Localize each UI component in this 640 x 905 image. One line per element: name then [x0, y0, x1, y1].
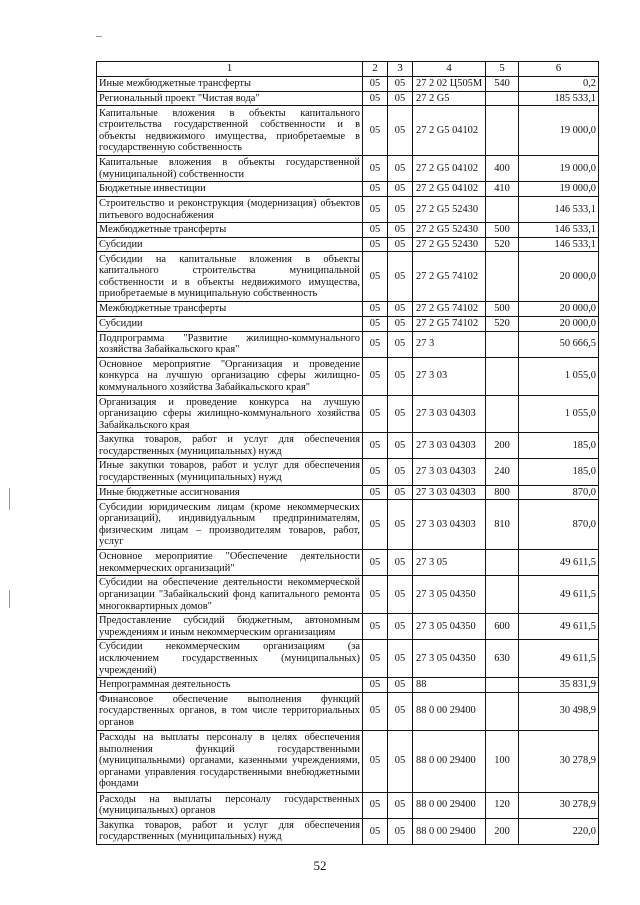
row-name: Закупка товаров, работ и услуг для обеспечения государственных (муниципальных) нужд	[97, 433, 363, 459]
row-subsection: 05	[388, 576, 413, 614]
row-target-item: 27 2 02 Ц505М	[413, 77, 486, 92]
row-name: Подпрограмма "Развитие жилищно-коммунального хозяйства Забайкальского края"	[97, 331, 363, 357]
row-name: Субсидии на обеспечение деятельности некоммерческой организации "Забайкальский фонд капитального ремонта многоквартирных домов"	[97, 576, 363, 614]
row-section: 05	[363, 156, 388, 182]
row-section: 05	[363, 223, 388, 238]
row-subsection: 05	[388, 395, 413, 433]
table-row	[97, 485, 599, 500]
row-section: 05	[363, 91, 388, 106]
row-subsection: 05	[388, 302, 413, 317]
row-amount: 35 831,9	[519, 678, 599, 693]
row-amount: 870,0	[519, 485, 599, 500]
row-target-item: 27 2 G5 04102	[413, 106, 486, 156]
table-row	[97, 730, 599, 792]
row-subsection: 05	[388, 818, 413, 844]
table-row	[97, 678, 599, 693]
row-amount: 19 000,0	[519, 106, 599, 156]
table-row	[97, 395, 599, 433]
table-row	[97, 156, 599, 182]
scan-edge-mark	[9, 488, 10, 510]
row-subsection: 05	[388, 316, 413, 331]
row-expense-type	[486, 678, 519, 693]
row-section: 05	[363, 818, 388, 844]
row-section: 05	[363, 614, 388, 640]
row-subsection: 05	[388, 252, 413, 302]
row-amount: 220,0	[519, 818, 599, 844]
row-target-item: 27 3 03 04303	[413, 485, 486, 500]
header-cell-expense-type: 5	[486, 62, 519, 77]
row-expense-type	[486, 196, 519, 222]
row-subsection: 05	[388, 223, 413, 238]
row-amount: 185,0	[519, 433, 599, 459]
table-row	[97, 223, 599, 238]
row-target-item: 27 2 G5 52430	[413, 237, 486, 252]
row-amount: 19 000,0	[519, 182, 599, 197]
row-name: Иные межбюджетные трансферты	[97, 77, 363, 92]
row-expense-type: 500	[486, 223, 519, 238]
row-name: Иные закупки товаров, работ и услуг для обеспечения государственных (муниципальных) нужд	[97, 459, 363, 485]
row-subsection: 05	[388, 156, 413, 182]
row-subsection: 05	[388, 730, 413, 792]
header-cell-section: 2	[363, 62, 388, 77]
row-subsection: 05	[388, 459, 413, 485]
row-expense-type: 540	[486, 77, 519, 92]
table-row	[97, 316, 599, 331]
row-name: Капитальные вложения в объекты государственной (муниципальной) собственности	[97, 156, 363, 182]
row-subsection: 05	[388, 485, 413, 500]
row-target-item: 27 2 G5 52430	[413, 223, 486, 238]
row-subsection: 05	[388, 91, 413, 106]
row-expense-type: 500	[486, 302, 519, 317]
row-subsection: 05	[388, 550, 413, 576]
row-name: Региональный проект "Чистая вода"	[97, 91, 363, 106]
row-target-item: 27 2 G5 74102	[413, 316, 486, 331]
row-expense-type	[486, 106, 519, 156]
scan-speck	[96, 36, 102, 37]
row-section: 05	[363, 196, 388, 222]
row-name: Субсидии на капитальные вложения в объекты капитального строительства муниципальной собственности и в объекты недвижимого имущества, приобретаемые в муниципальную собственность	[97, 252, 363, 302]
table-row	[97, 77, 599, 92]
row-expense-type	[486, 550, 519, 576]
row-expense-type: 800	[486, 485, 519, 500]
row-name: Иные бюджетные ассигнования	[97, 485, 363, 500]
table-row	[97, 792, 599, 818]
budget-table	[96, 61, 599, 845]
row-name: Бюджетные инвестиции	[97, 182, 363, 197]
row-name: Основное мероприятие "Обеспечение деятельности некоммерческих организаций"	[97, 550, 363, 576]
row-section: 05	[363, 77, 388, 92]
row-amount: 50 666,5	[519, 331, 599, 357]
row-subsection: 05	[388, 77, 413, 92]
header-cell-subsection: 3	[388, 62, 413, 77]
row-subsection: 05	[388, 357, 413, 395]
table-row	[97, 252, 599, 302]
row-section: 05	[363, 640, 388, 678]
row-target-item: 27 3 05	[413, 550, 486, 576]
row-target-item: 27 3 03	[413, 357, 486, 395]
row-name: Субсидии	[97, 237, 363, 252]
row-section: 05	[363, 692, 388, 730]
row-amount: 19 000,0	[519, 156, 599, 182]
table-row	[97, 818, 599, 844]
row-amount: 1 055,0	[519, 357, 599, 395]
row-subsection: 05	[388, 433, 413, 459]
row-section: 05	[363, 357, 388, 395]
row-expense-type: 200	[486, 818, 519, 844]
row-expense-type: 600	[486, 614, 519, 640]
row-name: Субсидии некоммерческим организациям (за исключением государственных (муниципальных) учреждений)	[97, 640, 363, 678]
row-target-item: 27 3 03 04303	[413, 459, 486, 485]
row-target-item: 27 3	[413, 331, 486, 357]
row-expense-type	[486, 91, 519, 106]
row-amount: 30 278,9	[519, 792, 599, 818]
row-section: 05	[363, 550, 388, 576]
table-row	[97, 302, 599, 317]
row-name: Межбюджетные трансферты	[97, 302, 363, 317]
table-row	[97, 196, 599, 222]
table-row	[97, 550, 599, 576]
row-expense-type	[486, 252, 519, 302]
row-amount: 1 055,0	[519, 395, 599, 433]
row-name: Организация и проведение конкурса на лучшую организацию сферы жилищно-коммунального хозяйства Забайкальского края	[97, 395, 363, 433]
row-name: Субсидии юридическим лицам (кроме некоммерческих организаций), индивидуальным предпринимателям, физическим лицам – производителям товаров, работ, услуг	[97, 500, 363, 550]
row-amount: 49 611,5	[519, 640, 599, 678]
row-amount: 146 533,1	[519, 196, 599, 222]
row-expense-type	[486, 395, 519, 433]
row-section: 05	[363, 678, 388, 693]
row-amount: 185 533,1	[519, 91, 599, 106]
row-section: 05	[363, 237, 388, 252]
header-cell-target-item: 4	[413, 62, 486, 77]
row-amount: 49 611,5	[519, 614, 599, 640]
row-amount: 49 611,5	[519, 550, 599, 576]
row-target-item: 27 2 G5 52430	[413, 196, 486, 222]
row-section: 05	[363, 730, 388, 792]
row-target-item: 27 3 05 04350	[413, 614, 486, 640]
row-section: 05	[363, 500, 388, 550]
row-subsection: 05	[388, 237, 413, 252]
row-name: Капитальные вложения в объекты капитального строительства государственной собственности и в объекты недвижимого имущества, приобретаемые в государственную собственность	[97, 106, 363, 156]
row-expense-type: 100	[486, 730, 519, 792]
row-section: 05	[363, 331, 388, 357]
row-expense-type	[486, 692, 519, 730]
row-expense-type: 630	[486, 640, 519, 678]
table-row	[97, 433, 599, 459]
row-name: Расходы на выплаты персоналу в целях обеспечения выполнения функций государственными (муниципальными) органами, казенными учреждениями, органами управления государственными внебюджетными фондами	[97, 730, 363, 792]
row-target-item: 27 3 03 04303	[413, 433, 486, 459]
row-target-item: 27 3 03 04303	[413, 500, 486, 550]
row-subsection: 05	[388, 106, 413, 156]
row-target-item: 27 2 G5 04102	[413, 182, 486, 197]
row-subsection: 05	[388, 196, 413, 222]
row-section: 05	[363, 395, 388, 433]
table-row	[97, 91, 599, 106]
row-name: Межбюджетные трансферты	[97, 223, 363, 238]
row-section: 05	[363, 792, 388, 818]
row-expense-type	[486, 331, 519, 357]
row-amount: 20 000,0	[519, 252, 599, 302]
row-section: 05	[363, 182, 388, 197]
row-target-item: 88 0 00 29400	[413, 818, 486, 844]
row-name: Финансовое обеспечение выполнения функций государственных органов, в том числе территориальных органов	[97, 692, 363, 730]
row-name: Субсидии	[97, 316, 363, 331]
row-amount: 30 278,9	[519, 730, 599, 792]
row-name: Непрограммная деятельность	[97, 678, 363, 693]
row-amount: 146 533,1	[519, 223, 599, 238]
table-row	[97, 331, 599, 357]
row-amount: 146 533,1	[519, 237, 599, 252]
row-expense-type	[486, 576, 519, 614]
row-target-item: 27 2 G5 74102	[413, 302, 486, 317]
row-target-item: 88 0 00 29400	[413, 692, 486, 730]
page-number: 52	[313, 858, 327, 873]
row-target-item: 27 2 G5	[413, 91, 486, 106]
row-section: 05	[363, 459, 388, 485]
row-subsection: 05	[388, 640, 413, 678]
row-expense-type: 520	[486, 237, 519, 252]
table-row	[97, 357, 599, 395]
table-row	[97, 692, 599, 730]
row-expense-type: 410	[486, 182, 519, 197]
table-row	[97, 237, 599, 252]
row-name: Закупка товаров, работ и услуг для обеспечения государственных (муниципальных) нужд	[97, 818, 363, 844]
row-section: 05	[363, 252, 388, 302]
table-header-row	[97, 62, 599, 77]
row-subsection: 05	[388, 792, 413, 818]
row-target-item: 27 2 G5 04102	[413, 156, 486, 182]
row-subsection: 05	[388, 614, 413, 640]
row-target-item: 27 3 05 04350	[413, 576, 486, 614]
row-expense-type: 520	[486, 316, 519, 331]
row-subsection: 05	[388, 500, 413, 550]
header-cell-amount: 6	[519, 62, 599, 77]
row-target-item: 27 3 05 04350	[413, 640, 486, 678]
row-target-item: 88 0 00 29400	[413, 730, 486, 792]
row-amount: 49 611,5	[519, 576, 599, 614]
row-expense-type: 120	[486, 792, 519, 818]
table-row	[97, 614, 599, 640]
row-subsection: 05	[388, 331, 413, 357]
table-row	[97, 640, 599, 678]
row-amount: 20 000,0	[519, 316, 599, 331]
table-row	[97, 500, 599, 550]
row-subsection: 05	[388, 182, 413, 197]
row-expense-type: 400	[486, 156, 519, 182]
row-target-item: 27 2 G5 74102	[413, 252, 486, 302]
row-name: Основное мероприятие "Организация и проведение конкурса на лучшую организацию сферы жилищно-коммунального хозяйства Забайкальского края"	[97, 357, 363, 395]
row-target-item: 88 0 00 29400	[413, 792, 486, 818]
row-amount: 20 000,0	[519, 302, 599, 317]
table-row	[97, 459, 599, 485]
budget-table-body	[97, 62, 599, 845]
row-name: Предоставление субсидий бюджетным, автономным учреждениям и иным некоммерческим организациям	[97, 614, 363, 640]
row-section: 05	[363, 302, 388, 317]
row-target-item: 88	[413, 678, 486, 693]
table-row	[97, 106, 599, 156]
row-section: 05	[363, 106, 388, 156]
row-section: 05	[363, 433, 388, 459]
table-row	[97, 182, 599, 197]
row-subsection: 05	[388, 692, 413, 730]
row-expense-type: 810	[486, 500, 519, 550]
row-expense-type	[486, 357, 519, 395]
row-subsection: 05	[388, 678, 413, 693]
row-expense-type: 240	[486, 459, 519, 485]
row-amount: 0,2	[519, 77, 599, 92]
row-amount: 870,0	[519, 500, 599, 550]
row-section: 05	[363, 485, 388, 500]
row-target-item: 27 3 03 04303	[413, 395, 486, 433]
row-section: 05	[363, 576, 388, 614]
header-cell-name: 1	[97, 62, 363, 77]
row-name: Строительство и реконструкция (модернизация) объектов питьевого водоснабжения	[97, 196, 363, 222]
table-row	[97, 576, 599, 614]
row-amount: 30 498,9	[519, 692, 599, 730]
row-name: Расходы на выплаты персоналу государственных (муниципальных) органов	[97, 792, 363, 818]
row-section: 05	[363, 316, 388, 331]
row-amount: 185,0	[519, 459, 599, 485]
row-expense-type: 200	[486, 433, 519, 459]
scan-edge-mark	[9, 590, 10, 608]
